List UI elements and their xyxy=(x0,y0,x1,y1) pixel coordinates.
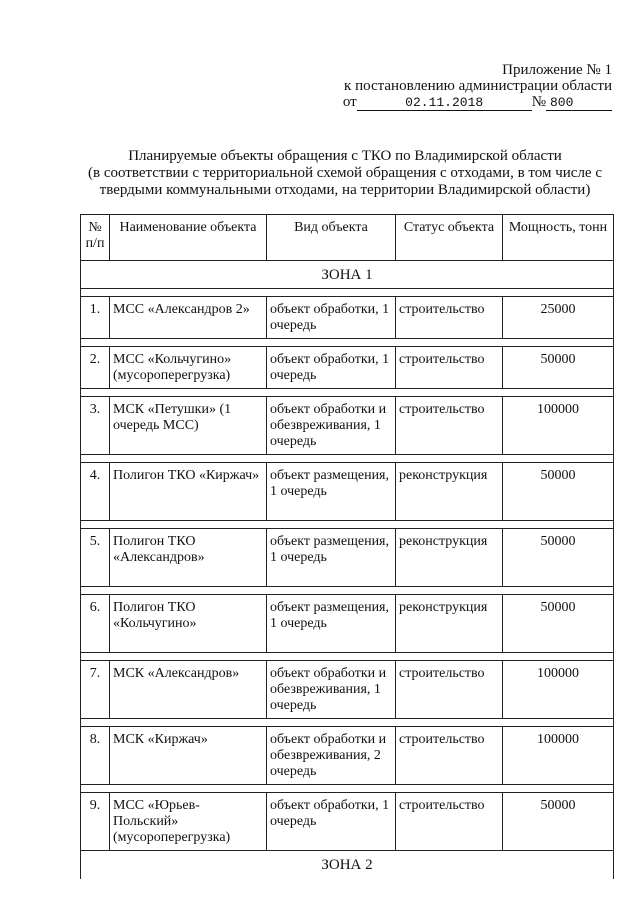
table-row xyxy=(81,347,614,389)
row-power: 50000 xyxy=(503,793,614,851)
row-status: строительство xyxy=(396,793,503,851)
header-num: № п/п xyxy=(81,215,110,261)
objects-table xyxy=(80,214,614,879)
row-num: 3. xyxy=(81,397,110,455)
row-power: 100000 xyxy=(503,727,614,785)
header-type: Вид объекта xyxy=(267,215,396,261)
row-status: реконструкция xyxy=(396,529,503,587)
row-power: 100000 xyxy=(503,661,614,719)
heading-line-1: Планируемые объекты обращения с ТКО по Владимирской области xyxy=(128,148,562,164)
annex-date: 02.11.2018 xyxy=(357,96,532,111)
heading-line-2: (в соответствии с территориальной схемой обращения с отходами, в том числе с xyxy=(88,165,602,181)
row-type: объект обработки, 1 очередь xyxy=(267,793,396,851)
zone-row xyxy=(81,261,614,289)
row-type: объект обработки и обезвреживания, 2 очередь xyxy=(267,727,396,785)
annex-number: 800 xyxy=(546,96,612,111)
row-type: объект размещения, 1 очередь xyxy=(267,529,396,587)
table-row xyxy=(81,463,614,521)
table-row xyxy=(81,595,614,653)
row-status: реконструкция xyxy=(396,595,503,653)
annex-date-line xyxy=(343,94,612,111)
row-name: МСК «Александров» xyxy=(110,661,267,719)
row-spacer xyxy=(81,521,614,529)
row-power: 50000 xyxy=(503,463,614,521)
row-num: 9. xyxy=(81,793,110,851)
row-status: строительство xyxy=(396,397,503,455)
row-name: МСК «Киржач» xyxy=(110,727,267,785)
row-power: 50000 xyxy=(503,529,614,587)
row-spacer xyxy=(81,785,614,793)
row-spacer xyxy=(81,339,614,347)
table-row xyxy=(81,297,614,339)
row-name: Полигон ТКО «Кольчугино» xyxy=(110,595,267,653)
row-num: 2. xyxy=(81,347,110,389)
row-spacer xyxy=(81,389,614,397)
annex-subtitle: к постановлению администрации области xyxy=(344,78,612,94)
row-status: строительство xyxy=(396,347,503,389)
zone-row xyxy=(81,851,614,880)
header-power: Мощность, тонн xyxy=(503,215,614,261)
header-status: Статус объекта xyxy=(396,215,503,261)
row-power: 50000 xyxy=(503,595,614,653)
zone-label: ЗОНА 1 xyxy=(81,261,614,289)
row-num: 1. xyxy=(81,297,110,339)
table-row xyxy=(81,661,614,719)
heading-line-3: твердыми коммунальными отходами, на территории Владимирской области) xyxy=(99,182,591,198)
row-spacer xyxy=(81,455,614,463)
row-type: объект обработки, 1 очередь xyxy=(267,297,396,339)
row-name: Полигон ТКО «Александров» xyxy=(110,529,267,587)
annex-title: Приложение № 1 xyxy=(502,62,612,78)
row-num: 8. xyxy=(81,727,110,785)
row-num: 5. xyxy=(81,529,110,587)
zone-spacer xyxy=(81,289,614,297)
row-num: 4. xyxy=(81,463,110,521)
row-name: МСС «Юрьев-Польский» (мусороперегрузка) xyxy=(110,793,267,851)
row-type: объект размещения, 1 очередь xyxy=(267,595,396,653)
table-row xyxy=(81,529,614,587)
row-type: объект размещения, 1 очередь xyxy=(267,463,396,521)
annex-block xyxy=(343,62,612,111)
row-name: МСС «Кольчугино» (мусороперегрузка) xyxy=(110,347,267,389)
row-type: объект обработки и обезвреживания, 1 очередь xyxy=(267,397,396,455)
row-type: объект обработки и обезвреживания, 1 очередь xyxy=(267,661,396,719)
row-status: реконструкция xyxy=(396,463,503,521)
row-spacer xyxy=(81,719,614,727)
annex-number-label: № xyxy=(531,94,546,110)
row-name: Полигон ТКО «Киржач» xyxy=(110,463,267,521)
row-status: строительство xyxy=(396,727,503,785)
row-power: 100000 xyxy=(503,397,614,455)
zone-label: ЗОНА 2 xyxy=(81,851,614,880)
row-spacer xyxy=(81,653,614,661)
row-power: 25000 xyxy=(503,297,614,339)
row-spacer xyxy=(81,587,614,595)
row-type: объект обработки, 1 очередь xyxy=(267,347,396,389)
table-row xyxy=(81,793,614,851)
document-heading xyxy=(60,148,630,199)
table-row xyxy=(81,727,614,785)
row-name: МСК «Петушки» (1 очередь МСС) xyxy=(110,397,267,455)
row-num: 7. xyxy=(81,661,110,719)
annex-from-label: от xyxy=(342,94,357,110)
row-num: 6. xyxy=(81,595,110,653)
row-status: строительство xyxy=(396,297,503,339)
table-row xyxy=(81,397,614,455)
row-name: МСС «Александров 2» xyxy=(110,297,267,339)
row-status: строительство xyxy=(396,661,503,719)
row-power: 50000 xyxy=(503,347,614,389)
header-name: Наименование объекта xyxy=(110,215,267,261)
table-header-row xyxy=(81,215,614,261)
